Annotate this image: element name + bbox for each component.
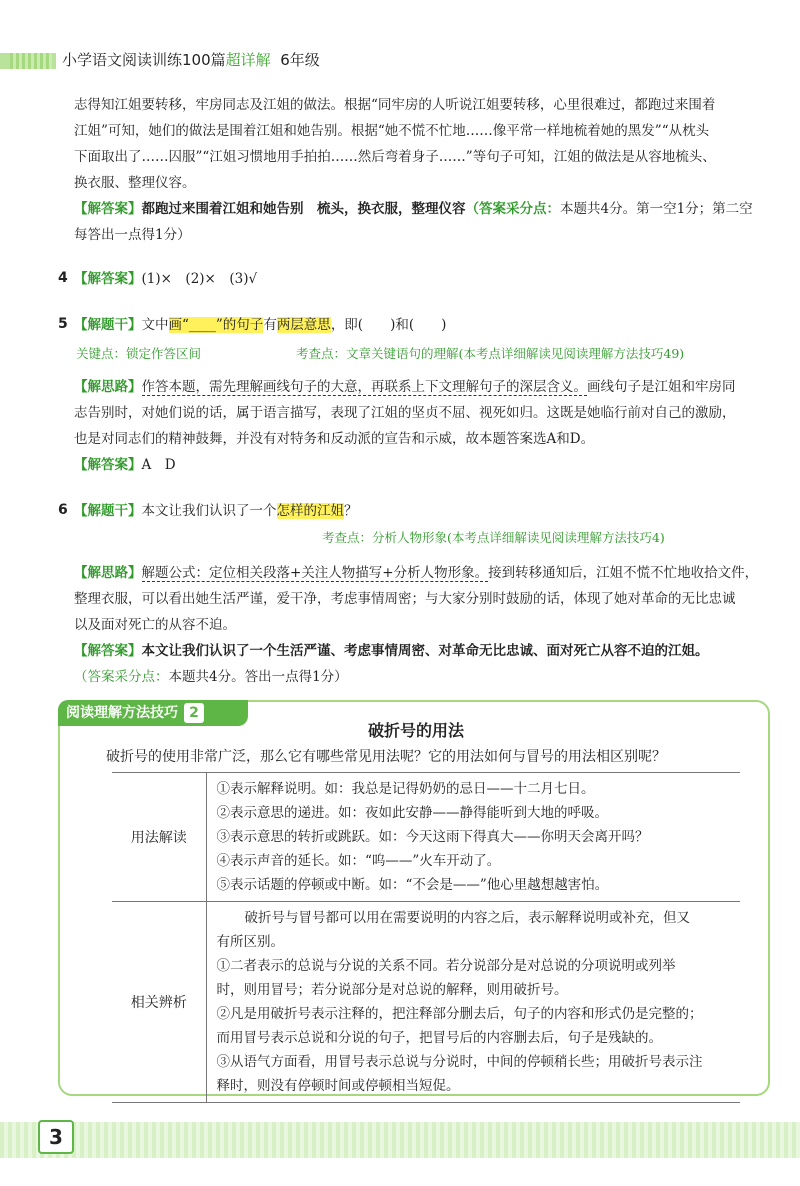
analysis-line: 志得知江姐要转移，牢房同志及江姐的做法。根据“同牢房的人听说江姐要转移，心里很难过，都跑过来围着 (74, 97, 716, 113)
highlight-sentence: 画“____”的句子 (168, 317, 264, 333)
stem-tag: 【解题干】 (74, 503, 142, 519)
page-number: 3 (38, 1120, 74, 1154)
answer-tag: 【解答案】 (74, 271, 142, 287)
footer-band (0, 1122, 800, 1158)
analysis-line: 下面取出了……囚服”“江姐习惯地用手拍拍……然后弯着身子……”等句子可知，江姐的做法是从容地梳头、 (74, 149, 716, 165)
method-tab-number: 2 (184, 703, 204, 723)
table-row (112, 902, 740, 1103)
q6-analysis: 【解思路】解题公式：定位相关段落+关注人物描写+分析人物形象。接到转移通知后，江姐不慌不忙地收拾文件， 整理衣服，可以看出她生活严谨，爱干净，考虑事情周密；与大家分别时鼓励的话，体现了她对革命的无比忠诚 以及面对死亡的从容不迫。 【解答案】本文让我们认识了一个生活严谨、考虑事情周密、对革命无比忠诚、面对死亡从容不迫的江姐。 （答案采分点：本题共4分。答出一点得1分） (74, 565, 759, 685)
method-heading: 破折号的用法 (367, 721, 464, 740)
q4-answer-text: (1)× (2)× (3)√ (141, 271, 258, 287)
analysis-line: 换衣服、整理仪容。 (74, 175, 196, 191)
answer-text: 都跑过来围着江姐和她告别 梳头，换衣服，整理仪容 (141, 201, 466, 217)
q4-answer (74, 266, 774, 292)
header-decor-stripes (10, 53, 52, 69)
think-tag: 【解思路】 (74, 379, 142, 395)
score-text: 本题共4分。答出一点得1分） (168, 669, 348, 685)
highlight-question: 怎样的江姐 (276, 503, 344, 519)
question-number-4: 4 (58, 270, 68, 286)
method-box (58, 700, 770, 1096)
row-label: 用法解读 (112, 773, 206, 902)
question-number-5: 5 (58, 316, 68, 332)
underlined-tip: 作答本题，需先理解画线句子的大意，再联系上下文理解句子的深层含义。 (141, 379, 587, 395)
method-tab-label: 阅读理解方法技巧 (66, 705, 178, 721)
q6-stem: 【解题干】本文让我们认识了一个怎样的江姐？ (74, 503, 358, 519)
analysis-line: 江姐”可知，她们的做法是围着江姐和她告别。根据“她不慌不忙地……像平常一样地梳着她的黑发”“从枕头 (74, 123, 710, 139)
header-edition: 超详解 (225, 51, 271, 69)
q6-answer-text: 本文让我们认识了一个生活严谨、考虑事情周密、对革命无比忠诚、面对死亡从容不迫的江姐。 (141, 643, 709, 659)
answer-line (74, 196, 774, 222)
analysis-continued (74, 92, 774, 248)
stem-tag: 【解题干】 (74, 317, 142, 333)
header-title (62, 49, 320, 70)
think-tag: 【解思路】 (74, 565, 142, 581)
row-content: ①表示解释说明。如：我总是记得奶奶的忌日——十二月七日。 ②表示意思的递进。如：夜如此安静——静得能听到大地的呼吸。 ③表示意思的转折或跳跃。如：今天这雨下得真大——你明天会离开吗？ ④表示声音的延长。如：“呜——”火车开动了。 ⑤表示话题的停顿或中断。如：“不会是——”他心里越想越害怕。 (206, 773, 740, 902)
q5-analysis: 【解思路】作答本题，需先理解画线句子的大意，再联系上下文理解句子的深层含义。画线句子是江姐和牢房同 志告别时，对她们说的话，属于语言描写，表现了江姐的坚贞不屈、视死如归。这既是她临行前对自己的激励， 也是对同志们的精神鼓舞，并没有对特务和反动派的宣告和示威，故本题答案选A和D。 【解答案】A D (74, 379, 736, 473)
score-text: 本题共4分。第一空1分；第二空 (560, 201, 753, 217)
page-header (0, 48, 800, 76)
header-grade: 6年级 (280, 51, 320, 69)
question-number-6: 6 (58, 502, 68, 518)
method-table (112, 772, 740, 1103)
score-tag: （答案采分点： (465, 201, 560, 217)
highlight-meaning: 两层意思 (276, 317, 331, 333)
annotation-exam-point: 考查点：文章关键语句的理解(本考点详细解读见阅读理解方法技巧49) (296, 346, 685, 361)
table-row (112, 773, 740, 902)
underlined-formula: 解题公式：定位相关段落+关注人物描写+分析人物形象。 (141, 565, 489, 581)
header-series: 小学语文阅读训练100篇 (62, 51, 226, 69)
q5-stem: 【解题干】文中画“____”的句子有两层意思，即( )和( ) (74, 317, 447, 333)
answer-tag: 【解答案】 (74, 201, 142, 217)
score-text-cont: 每答出一点得1分） (74, 227, 191, 243)
score-tag: （答案采分点： (74, 669, 169, 685)
row-label: 相关辨析 (112, 902, 206, 1103)
annotation-exam-point: 考查点：分析人物形象(本考点详细解读见阅读理解方法技巧4) (322, 530, 665, 545)
method-intro: 破折号的使用非常广泛，那么它有哪些常见用法呢？它的用法如何与冒号的用法相区别呢？ (106, 749, 666, 765)
row-content: 破折号与冒号都可以用在需要说明的内容之后，表示解释说明或补充，但又 有所区别。 ①二者表示的总说与分说的关系不同。若分说部分是对总说的分项说明或列举 时，则用冒号；若分说部分是对总说的解释，则用破折号。 ②凡是用破折号表示注释的，把注释部分删去后，句子的内容和形式仍是完整的； 而用冒号表示总说和分说的句子，把冒号后的内容删去后，句子是残缺的。 ③从语气方面看，用冒号表示总说与分说时，中间的停顿稍长些；用破折号表示注 释时，则没有停顿时间或停顿相当短促。 (206, 902, 740, 1103)
answer-tag: 【解答案】 (74, 643, 142, 659)
q5-answer-text: A D (141, 457, 176, 473)
answer-tag: 【解答案】 (74, 457, 142, 473)
annotation-key-point: 关键点：锁定作答区间 (76, 346, 202, 361)
